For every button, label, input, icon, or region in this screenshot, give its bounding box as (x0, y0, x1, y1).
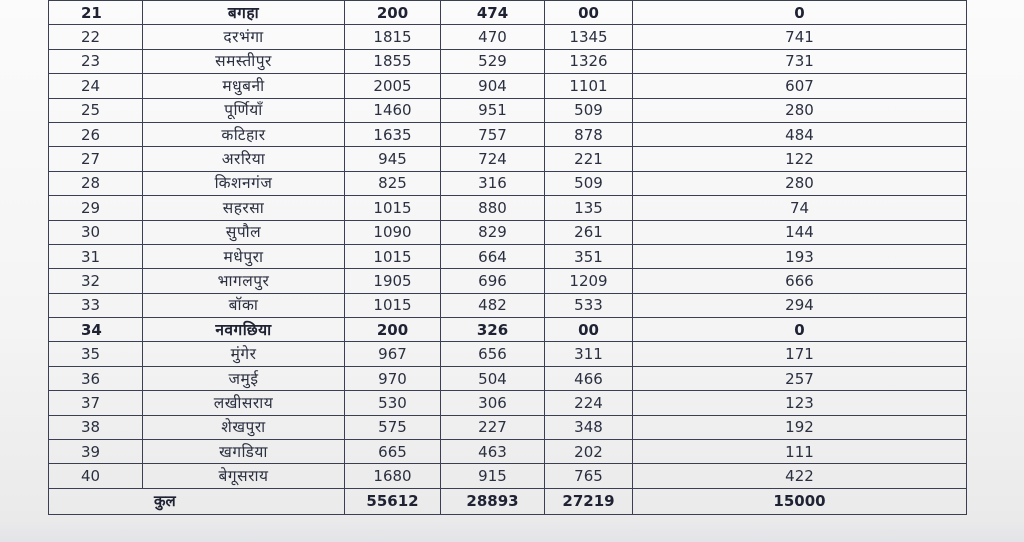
value-cell-1: 200 (345, 1, 441, 25)
value-cell-1: 665 (345, 440, 441, 464)
value-cell-2: 227 (441, 415, 545, 439)
district-name-cell: जमुई (143, 366, 345, 390)
value-cell-1: 575 (345, 415, 441, 439)
value-cell-2: 656 (441, 342, 545, 366)
value-cell-3: 348 (545, 415, 633, 439)
value-cell-3: 765 (545, 464, 633, 488)
value-cell-4: 192 (633, 415, 967, 439)
value-cell-2: 306 (441, 391, 545, 415)
value-cell-3: 311 (545, 342, 633, 366)
district-name-cell: मधुबनी (143, 74, 345, 98)
serial-number-cell: 22 (49, 25, 143, 49)
value-cell-3: 509 (545, 98, 633, 122)
serial-number-cell: 31 (49, 244, 143, 268)
value-cell-1: 1855 (345, 49, 441, 73)
value-cell-2: 915 (441, 464, 545, 488)
district-table (48, 0, 967, 515)
value-cell-4: 123 (633, 391, 967, 415)
value-cell-2: 316 (441, 171, 545, 195)
serial-number-cell: 23 (49, 49, 143, 73)
district-name-cell: मुंगेर (143, 342, 345, 366)
value-cell-2: 326 (441, 318, 545, 342)
value-cell-3: 466 (545, 366, 633, 390)
value-cell-2: 504 (441, 366, 545, 390)
value-cell-3: 533 (545, 293, 633, 317)
table-row (49, 440, 967, 464)
table-row (49, 49, 967, 73)
value-cell-4: 111 (633, 440, 967, 464)
district-name-cell: समस्तीपुर (143, 49, 345, 73)
district-name-cell: कटिहार (143, 122, 345, 146)
value-cell-3: 1209 (545, 269, 633, 293)
value-cell-3: 00 (545, 1, 633, 25)
district-name-cell: भागलपुर (143, 269, 345, 293)
table-row (49, 366, 967, 390)
value-cell-2: 470 (441, 25, 545, 49)
value-cell-4: 257 (633, 366, 967, 390)
total-label: कुल (49, 488, 345, 514)
serial-number-cell: 39 (49, 440, 143, 464)
value-cell-3: 509 (545, 171, 633, 195)
serial-number-cell: 24 (49, 74, 143, 98)
district-name-cell: बॉका (143, 293, 345, 317)
district-name-cell: बेगूसराय (143, 464, 345, 488)
value-cell-2: 724 (441, 147, 545, 171)
value-cell-1: 1815 (345, 25, 441, 49)
serial-number-cell: 28 (49, 171, 143, 195)
value-cell-3: 1101 (545, 74, 633, 98)
value-cell-1: 970 (345, 366, 441, 390)
value-cell-2: 664 (441, 244, 545, 268)
district-name-cell: सुपौल (143, 220, 345, 244)
value-cell-1: 1015 (345, 196, 441, 220)
value-cell-1: 1635 (345, 122, 441, 146)
value-cell-1: 1680 (345, 464, 441, 488)
serial-number-cell: 29 (49, 196, 143, 220)
value-cell-1: 1460 (345, 98, 441, 122)
district-name-cell: लखीसराय (143, 391, 345, 415)
value-cell-4: 144 (633, 220, 967, 244)
total-row (49, 488, 967, 514)
district-name-cell: पूर्णियाँ (143, 98, 345, 122)
district-name-cell: अररिया (143, 147, 345, 171)
value-cell-4: 294 (633, 293, 967, 317)
value-cell-2: 696 (441, 269, 545, 293)
value-cell-1: 1905 (345, 269, 441, 293)
value-cell-1: 1015 (345, 244, 441, 268)
serial-number-cell: 26 (49, 122, 143, 146)
table-row (49, 171, 967, 195)
serial-number-cell: 40 (49, 464, 143, 488)
value-cell-4: 731 (633, 49, 967, 73)
table-row (49, 25, 967, 49)
table-row (49, 293, 967, 317)
value-cell-4: 122 (633, 147, 967, 171)
value-cell-4: 666 (633, 269, 967, 293)
serial-number-cell: 38 (49, 415, 143, 439)
table-row (49, 464, 967, 488)
total-value-1: 55612 (345, 488, 441, 514)
serial-number-cell: 37 (49, 391, 143, 415)
district-name-cell: सहरसा (143, 196, 345, 220)
serial-number-cell: 27 (49, 147, 143, 171)
value-cell-2: 463 (441, 440, 545, 464)
value-cell-3: 1326 (545, 49, 633, 73)
table-row (49, 415, 967, 439)
serial-number-cell: 30 (49, 220, 143, 244)
table-row (49, 269, 967, 293)
value-cell-1: 530 (345, 391, 441, 415)
serial-number-cell: 34 (49, 318, 143, 342)
table-row (49, 220, 967, 244)
value-cell-4: 484 (633, 122, 967, 146)
value-cell-4: 193 (633, 244, 967, 268)
value-cell-1: 967 (345, 342, 441, 366)
table-body (49, 1, 967, 515)
value-cell-2: 474 (441, 1, 545, 25)
district-name-cell: नवगछिया (143, 318, 345, 342)
value-cell-1: 825 (345, 171, 441, 195)
district-name-cell: शेखपुरा (143, 415, 345, 439)
table-row (49, 147, 967, 171)
value-cell-2: 757 (441, 122, 545, 146)
table-row (49, 391, 967, 415)
total-value-4: 15000 (633, 488, 967, 514)
value-cell-1: 945 (345, 147, 441, 171)
value-cell-3: 261 (545, 220, 633, 244)
table-row (49, 1, 967, 25)
table-row (49, 244, 967, 268)
value-cell-3: 202 (545, 440, 633, 464)
table-row (49, 122, 967, 146)
bottom-shadow (0, 520, 1024, 542)
value-cell-1: 200 (345, 318, 441, 342)
table-row (49, 342, 967, 366)
value-cell-4: 171 (633, 342, 967, 366)
value-cell-1: 2005 (345, 74, 441, 98)
value-cell-4: 0 (633, 1, 967, 25)
value-cell-2: 951 (441, 98, 545, 122)
value-cell-3: 224 (545, 391, 633, 415)
serial-number-cell: 33 (49, 293, 143, 317)
table-row (49, 318, 967, 342)
value-cell-1: 1090 (345, 220, 441, 244)
value-cell-4: 607 (633, 74, 967, 98)
value-cell-1: 1015 (345, 293, 441, 317)
value-cell-3: 351 (545, 244, 633, 268)
total-value-3: 27219 (545, 488, 633, 514)
serial-number-cell: 25 (49, 98, 143, 122)
value-cell-4: 74 (633, 196, 967, 220)
total-value-2: 28893 (441, 488, 545, 514)
value-cell-2: 529 (441, 49, 545, 73)
value-cell-2: 482 (441, 293, 545, 317)
serial-number-cell: 32 (49, 269, 143, 293)
value-cell-3: 878 (545, 122, 633, 146)
value-cell-4: 422 (633, 464, 967, 488)
district-name-cell: दरभंगा (143, 25, 345, 49)
value-cell-3: 221 (545, 147, 633, 171)
table-row (49, 196, 967, 220)
district-name-cell: किशनगंज (143, 171, 345, 195)
value-cell-2: 904 (441, 74, 545, 98)
value-cell-3: 135 (545, 196, 633, 220)
value-cell-4: 280 (633, 171, 967, 195)
district-name-cell: खगडिया (143, 440, 345, 464)
value-cell-3: 1345 (545, 25, 633, 49)
district-name-cell: बगहा (143, 1, 345, 25)
table-row (49, 74, 967, 98)
value-cell-2: 829 (441, 220, 545, 244)
table-row (49, 98, 967, 122)
value-cell-3: 00 (545, 318, 633, 342)
serial-number-cell: 21 (49, 1, 143, 25)
value-cell-4: 0 (633, 318, 967, 342)
value-cell-4: 741 (633, 25, 967, 49)
value-cell-4: 280 (633, 98, 967, 122)
district-table-wrapper (48, 0, 966, 515)
serial-number-cell: 35 (49, 342, 143, 366)
value-cell-2: 880 (441, 196, 545, 220)
district-name-cell: मधेपुरा (143, 244, 345, 268)
serial-number-cell: 36 (49, 366, 143, 390)
